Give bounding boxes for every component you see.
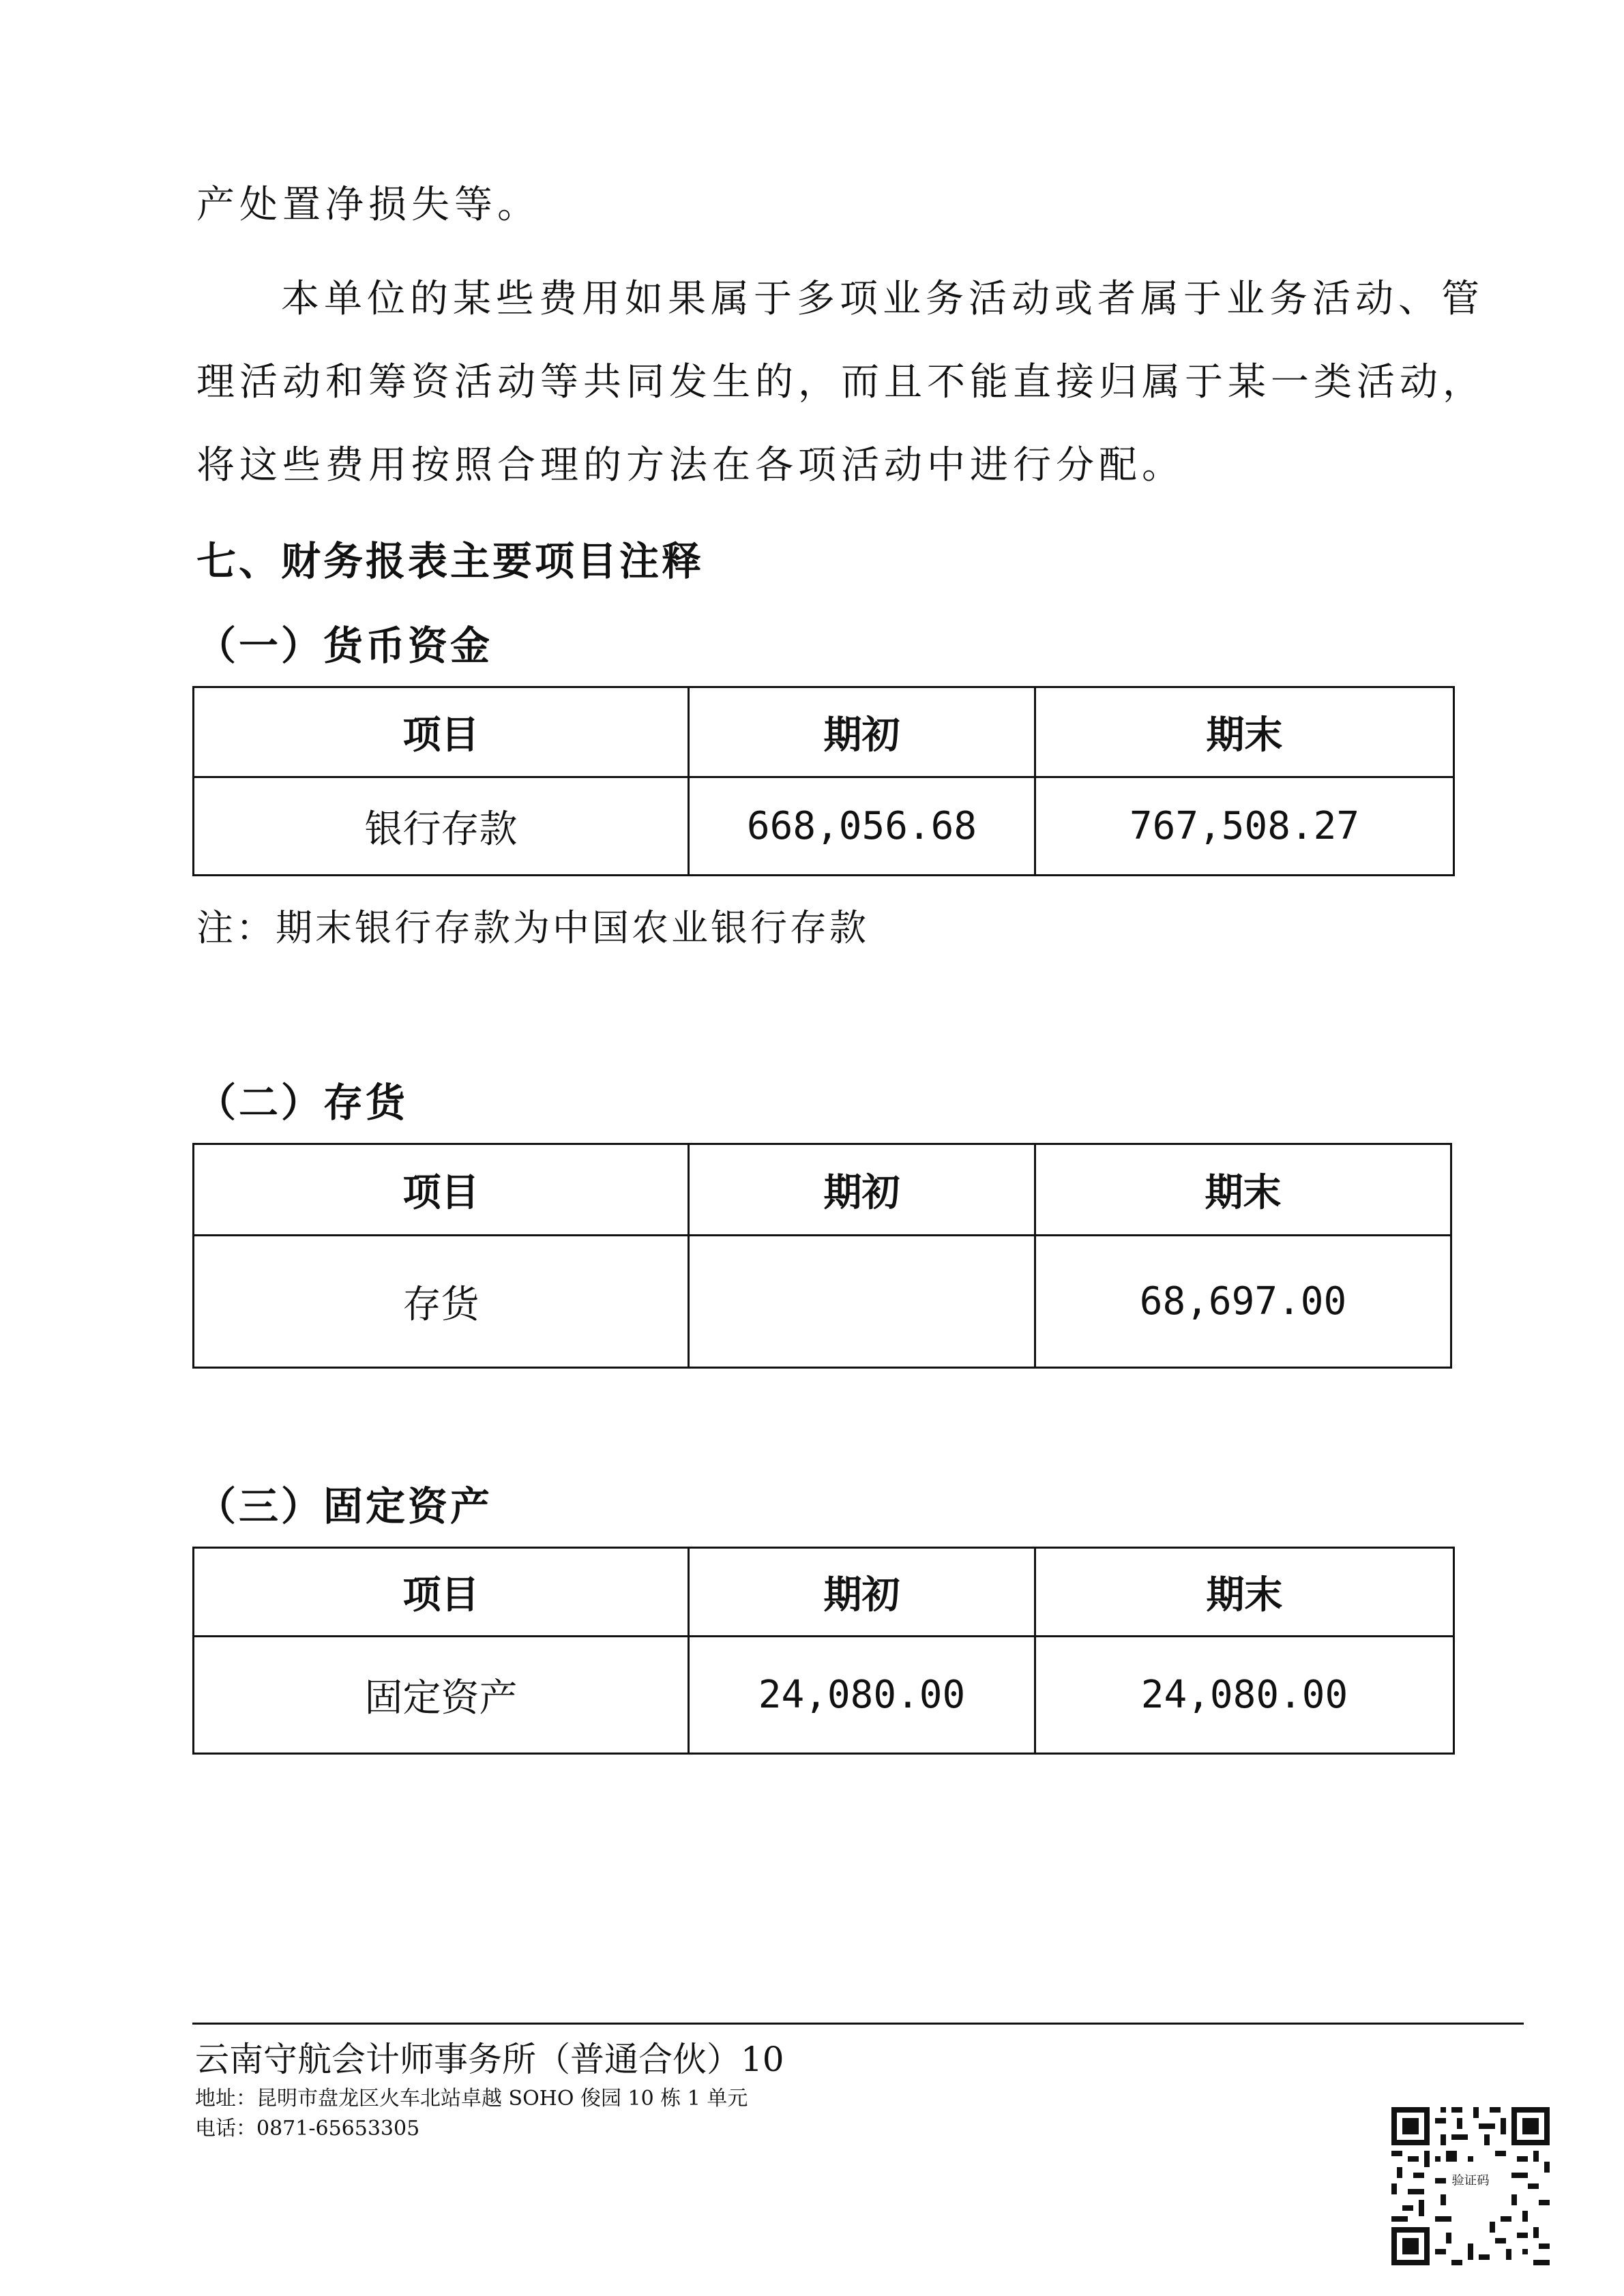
paragraph-line: 将这些费用按照合理的方法在各项活动中进行分配。 xyxy=(196,443,1185,488)
row-item: 固定资产 xyxy=(194,1637,689,1754)
header-closing: 期末 xyxy=(1035,1548,1454,1637)
section-title: 七、财务报表主要项目注释 xyxy=(196,538,705,584)
row-item: 银行存款 xyxy=(194,777,689,876)
row-closing: 24,080.00 xyxy=(1035,1637,1454,1754)
paragraph-line: 理活动和筹资活动等共同发生的，而且不能直接归属于某一类活动， xyxy=(196,360,1486,404)
row-opening xyxy=(689,1236,1035,1368)
header-closing: 期末 xyxy=(1035,1144,1451,1236)
paragraph-continuation: 产处置净损失等。 xyxy=(196,183,540,227)
cash-note: 注：期末银行存款为中国农业银行存款 xyxy=(196,906,869,949)
footer-divider xyxy=(192,2023,1524,2025)
row-opening: 668,056.68 xyxy=(689,777,1035,876)
paragraph-line: 本单位的某些费用如果属于多项业务活动或者属于业务活动、管 xyxy=(281,277,1484,321)
fixed-assets-table-title: （三）固定资产 xyxy=(196,1483,493,1530)
footer-firm-name: 云南守航会计师事务所（普通合伙）10 xyxy=(195,2040,784,2079)
table-header-row xyxy=(194,687,1454,777)
inventory-table xyxy=(192,1143,1452,1369)
header-opening: 期初 xyxy=(689,687,1035,777)
table-row xyxy=(194,1236,1451,1368)
table-header-row xyxy=(194,1144,1451,1236)
inventory-table-title: （二）存货 xyxy=(196,1079,409,1126)
verification-qr-code-icon xyxy=(1391,2107,1550,2265)
cash-table-title: （一）货币资金 xyxy=(196,623,493,669)
footer-address: 地址：昆明市盘龙区火车北站卓越 SOHO 俊园 10 栋 1 单元 xyxy=(195,2087,748,2111)
cash-table xyxy=(192,686,1455,876)
row-closing: 68,697.00 xyxy=(1035,1236,1451,1368)
row-item: 存货 xyxy=(194,1236,689,1368)
table-row xyxy=(194,777,1454,876)
header-item: 项目 xyxy=(194,1144,689,1236)
table-row xyxy=(194,1637,1454,1754)
footer-phone: 电话：0871-65653305 xyxy=(195,2117,420,2141)
header-item: 项目 xyxy=(194,1548,689,1637)
table-header-row xyxy=(194,1548,1454,1637)
fixed-assets-table xyxy=(192,1547,1455,1755)
qr-label: 验证码 xyxy=(1451,2173,1490,2188)
header-opening: 期初 xyxy=(689,1548,1035,1637)
header-closing: 期末 xyxy=(1035,687,1454,777)
row-closing: 767,508.27 xyxy=(1035,777,1454,876)
header-opening: 期初 xyxy=(689,1144,1035,1236)
header-item: 项目 xyxy=(194,687,689,777)
row-opening: 24,080.00 xyxy=(689,1637,1035,1754)
